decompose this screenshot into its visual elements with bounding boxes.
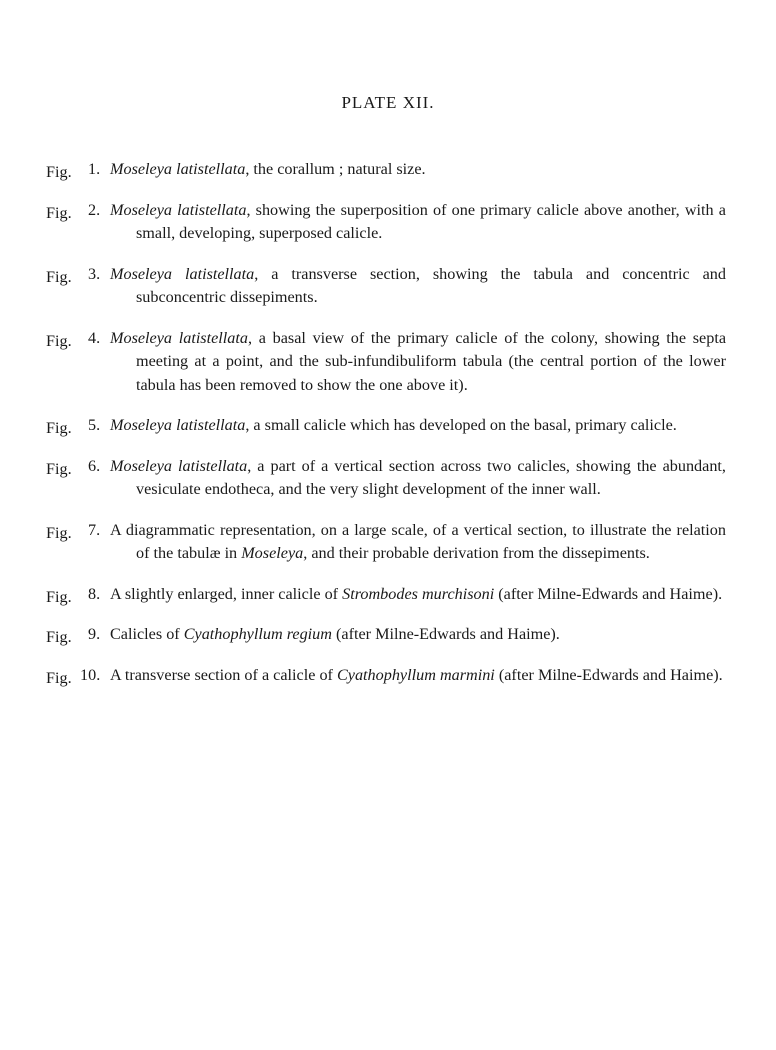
fig-label: Fig.: [46, 668, 72, 687]
species-name: Moseleya latistellata: [110, 160, 246, 178]
legend-entry: [46, 455, 726, 502]
fig-number: 9.: [88, 625, 101, 643]
fig-caption: [110, 160, 426, 178]
fig-label: Fig.: [46, 459, 72, 478]
caption-text: A diagrammatic representation, on a large scale, of a vertical section, to illustrate the relation of the tabulæ in: [110, 520, 726, 562]
fig-caption: [110, 201, 726, 243]
fig-label: Fig.: [46, 523, 72, 542]
species-name: Moseleya: [241, 544, 304, 562]
caption-text: , the corallum ; natural size.: [245, 160, 426, 178]
caption-text: (after Milne-Edwards and Haime).: [331, 625, 560, 643]
plate-title: PLATE XII.: [341, 93, 435, 112]
caption-text: A slightly enlarged, inner calicle of: [110, 584, 343, 603]
caption-text: , showing the superposition of one primary calicle above another, with a small, developing, superposed calicle.: [136, 200, 726, 242]
caption-text: , a basal view of the primary calicle of the colony, showing the septa meeting at a point, and the sub-infundibuliform tabula (the central portion of the lower tabula has been removed to show the one above it).: [136, 328, 726, 394]
legend-entry: [46, 327, 726, 398]
caption-text: Calicles of: [110, 625, 184, 643]
species-name: Cyathophyllum marmini: [336, 665, 495, 684]
fig-number: 8.: [88, 584, 101, 603]
species-name: Cyathophyllum regium: [183, 625, 332, 643]
legend-entry: [46, 263, 726, 310]
fig-caption: [110, 585, 722, 603]
fig-number: 10.: [80, 665, 101, 684]
legend-entry: [46, 414, 726, 438]
fig-label: Fig.: [46, 628, 72, 646]
fig-number: 1.: [88, 160, 101, 178]
fig-caption: [110, 625, 560, 643]
caption-text: (after Milne-Edwards and Haime).: [494, 584, 723, 603]
fig-number: 2.: [88, 200, 101, 219]
species-name: Moseleya latistellata: [110, 456, 248, 475]
fig-label: Fig.: [46, 267, 72, 286]
caption-text: , a part of a vertical section across two calicles, showing the abundant, vesiculate endotheca, and the very slight development of the inner wall.: [136, 456, 726, 498]
fig-caption: [110, 666, 723, 684]
legend-entry: [46, 519, 726, 566]
caption-text: (after Milne-Edwards and Haime).: [494, 665, 723, 684]
fig-caption: [110, 265, 726, 307]
fig-label: Fig.: [46, 587, 72, 606]
species-name: Moseleya latistellata: [110, 200, 247, 219]
fig-label: Fig.: [46, 163, 72, 181]
fig-number: 3.: [88, 264, 101, 283]
fig-number: 5.: [88, 416, 101, 434]
fig-number: 7.: [88, 520, 101, 539]
fig-caption: [110, 457, 726, 499]
fig-caption: [110, 416, 677, 434]
caption-text: A transverse section of a calicle of: [110, 665, 337, 684]
caption-text: , a transverse section, showing the tabula and concentric and subconcentric dissepiments.: [136, 264, 726, 306]
figure-legend: [46, 158, 726, 704]
fig-label: Fig.: [46, 203, 72, 222]
fig-label: Fig.: [46, 419, 72, 437]
legend-entry: [46, 158, 726, 182]
legend-entry: [46, 664, 726, 688]
fig-caption: [110, 329, 726, 394]
species-name: Moseleya latistellata: [110, 416, 246, 434]
species-name: Moseleya latistellata: [110, 328, 248, 347]
caption-text: , a small calicle which has developed on the basal, primary calicle.: [245, 416, 677, 434]
legend-entry: [46, 623, 726, 647]
legend-entry: [46, 583, 726, 607]
fig-number: 4.: [88, 328, 101, 347]
species-name: Strombodes murchisoni: [342, 584, 495, 603]
caption-text: , and their probable derivation from the dissepiments.: [303, 544, 650, 562]
species-name: Moseleya latistellata: [110, 264, 255, 283]
fig-label: Fig.: [46, 331, 72, 350]
legend-entry: [46, 199, 726, 246]
fig-caption: [110, 521, 726, 563]
fig-number: 6.: [88, 456, 101, 475]
